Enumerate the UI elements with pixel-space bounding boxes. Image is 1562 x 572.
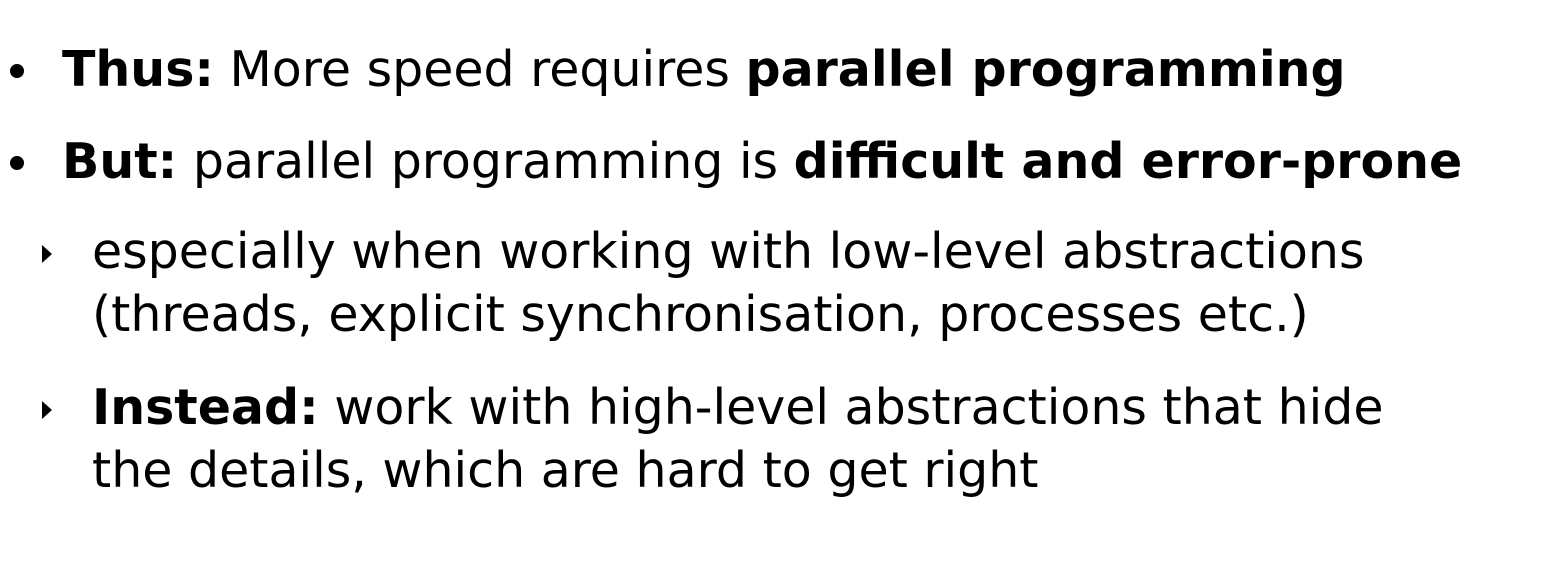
sub-bullet-line: (threads, explicit synchronisation, processes etc.) — [92, 286, 1309, 343]
bullet-lead: But: — [62, 133, 178, 190]
sub-bullet-line — [92, 376, 1384, 439]
bullet-lead: Thus: — [62, 41, 214, 98]
triangle-right-icon — [42, 245, 52, 263]
bullet-text — [62, 38, 1346, 102]
triangle-right-icon — [42, 401, 52, 419]
sub-bullet-lead: Instead: — [92, 379, 319, 436]
bullet-dot-icon — [10, 156, 24, 170]
bullet-text — [62, 130, 1462, 194]
bullet-body: parallel programming is — [177, 133, 794, 190]
bullet-dot-icon — [10, 64, 24, 78]
bullet-emphasis: difficult and error-prone — [793, 133, 1463, 190]
sub-bullet-body: work with high-level abstractions that hide — [318, 379, 1384, 436]
sub-bullet-text — [92, 376, 1384, 502]
sub-bullet-text — [92, 220, 1365, 346]
sub-bullet-line: the details, which are hard to get right — [92, 442, 1039, 499]
bullet-emphasis: parallel programming — [745, 41, 1346, 98]
sub-bullet-line: especially when working with low-level abstractions — [92, 223, 1365, 280]
bullet-body: More speed requires — [213, 41, 746, 98]
